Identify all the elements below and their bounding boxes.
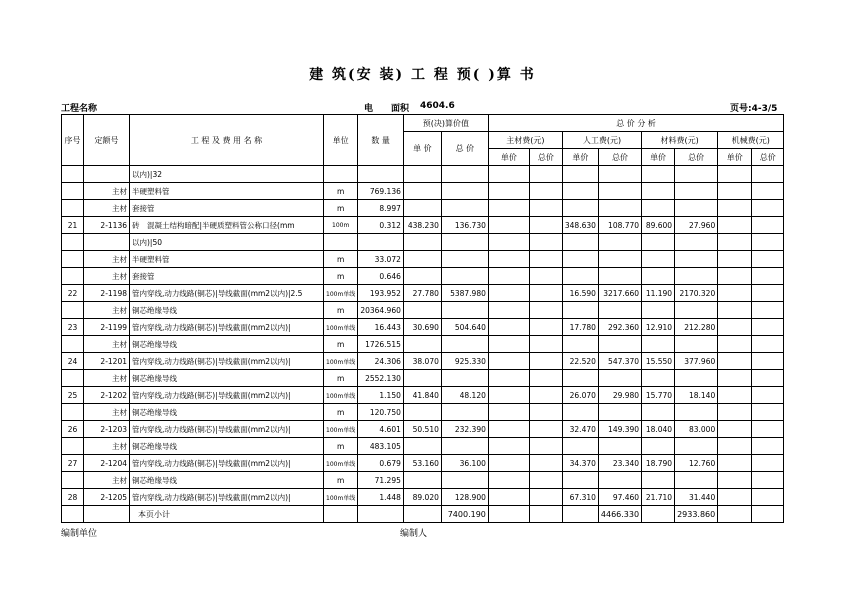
row-total <box>441 370 488 387</box>
row-seq <box>62 166 84 183</box>
row-labor-price <box>562 302 598 319</box>
row-total <box>441 183 488 200</box>
row-labor-price: 34.370 <box>562 455 598 472</box>
row-qty: 1.448 <box>358 489 404 506</box>
row-material-total <box>675 302 718 319</box>
sub-total: 总价 <box>752 149 784 166</box>
row-material-total: 27.960 <box>675 217 718 234</box>
subtotal-material: 2933.860 <box>675 506 718 523</box>
footer-unit: 编制单位 <box>61 529 98 539</box>
row-material-total: 18.140 <box>675 387 718 404</box>
row-material-total <box>675 336 718 353</box>
row-unit: 100m单线 <box>324 455 358 472</box>
row-labor-total <box>598 438 641 455</box>
col-material: 材料费(元) <box>642 132 718 149</box>
row-seq <box>62 234 84 251</box>
row-labor-total <box>598 183 641 200</box>
row-qty: 8.997 <box>358 200 404 217</box>
row-price: 438.230 <box>403 217 441 234</box>
row-code: 主材 <box>84 183 130 200</box>
table-row <box>62 268 784 285</box>
row-unit: 100m <box>324 217 358 234</box>
row-code: 2-1204 <box>84 455 130 472</box>
row-qty: 4.601 <box>358 421 404 438</box>
row-unit: 100m单线 <box>324 353 358 370</box>
row-labor-total <box>598 166 641 183</box>
row-price: 50.510 <box>403 421 441 438</box>
row-material-price <box>642 404 675 421</box>
sub-total: 总价 <box>598 149 641 166</box>
area-label: 面积 <box>391 104 410 114</box>
row-unit <box>324 166 358 183</box>
row-seq: 28 <box>62 489 84 506</box>
row-unit: 100m单线 <box>324 421 358 438</box>
table-row <box>62 234 784 251</box>
row-material-total <box>675 200 718 217</box>
table-row <box>62 336 784 353</box>
row-seq <box>62 200 84 217</box>
col-seq: 序号 <box>62 115 84 166</box>
row-price <box>403 404 441 421</box>
row-material-price <box>642 268 675 285</box>
row-name: 管内穿线,动力线路(铜芯)|导线截面(mm2以内)|2.5 <box>130 285 324 302</box>
row-material-total <box>675 472 718 489</box>
row-labor-price <box>562 336 598 353</box>
table-row <box>62 455 784 472</box>
row-price: 41.840 <box>403 387 441 404</box>
row-labor-price: 32.470 <box>562 421 598 438</box>
row-qty: 2552.130 <box>358 370 404 387</box>
row-material-price <box>642 234 675 251</box>
row-code <box>84 166 130 183</box>
row-name: 以内)|50 <box>130 234 324 251</box>
row-price <box>403 302 441 319</box>
row-name: 管内穿线,动力线路(铜芯)|导线截面(mm2以内)| <box>130 421 324 438</box>
row-unit: m <box>324 438 358 455</box>
row-qty: 769.136 <box>358 183 404 200</box>
row-code: 主材 <box>84 302 130 319</box>
row-labor-price: 348.630 <box>562 217 598 234</box>
row-seq <box>62 370 84 387</box>
row-qty: 0.679 <box>358 455 404 472</box>
row-unit <box>324 234 358 251</box>
row-material-price <box>642 336 675 353</box>
row-seq <box>62 302 84 319</box>
row-labor-price <box>562 370 598 387</box>
row-qty: 24.306 <box>358 353 404 370</box>
row-total: 128.900 <box>441 489 488 506</box>
row-material-price <box>642 302 675 319</box>
row-unit: m <box>324 472 358 489</box>
row-name: 铜芯绝缘导线 <box>130 370 324 387</box>
row-seq: 21 <box>62 217 84 234</box>
row-code: 主材 <box>84 251 130 268</box>
row-labor-price <box>562 234 598 251</box>
sub-total: 总价 <box>529 149 562 166</box>
row-seq <box>62 438 84 455</box>
row-material-total: 83.000 <box>675 421 718 438</box>
row-price <box>403 234 441 251</box>
row-labor-price <box>562 404 598 421</box>
row-name: 铜芯绝缘导线 <box>130 336 324 353</box>
table-row <box>62 370 784 387</box>
row-labor-price <box>562 200 598 217</box>
row-seq: 26 <box>62 421 84 438</box>
subtotal-label: 本页小计 <box>130 506 324 523</box>
row-total <box>441 166 488 183</box>
row-labor-total: 97.460 <box>598 489 641 506</box>
row-price: 53.160 <box>403 455 441 472</box>
row-name: 套接管 <box>130 200 324 217</box>
row-total <box>441 336 488 353</box>
row-price <box>403 370 441 387</box>
row-seq: 25 <box>62 387 84 404</box>
row-labor-total: 23.340 <box>598 455 641 472</box>
sub-total: 总价 <box>675 149 718 166</box>
row-material-total <box>675 166 718 183</box>
table-row <box>62 166 784 183</box>
footer-person: 编制人 <box>400 529 428 539</box>
row-material-price: 12.910 <box>642 319 675 336</box>
row-code: 2-1198 <box>84 285 130 302</box>
row-labor-price: 16.590 <box>562 285 598 302</box>
row-total: 5387.980 <box>441 285 488 302</box>
col-code: 定额号 <box>84 115 130 166</box>
row-material-total <box>675 234 718 251</box>
row-labor-total <box>598 404 641 421</box>
row-material-price <box>642 472 675 489</box>
row-total <box>441 251 488 268</box>
row-unit: m <box>324 183 358 200</box>
row-name: 管内穿线,动力线路(铜芯)|导线截面(mm2以内)| <box>130 455 324 472</box>
col-labor: 人工费(元) <box>562 132 641 149</box>
row-qty: 1.150 <box>358 387 404 404</box>
row-seq: 24 <box>62 353 84 370</box>
row-material-price <box>642 438 675 455</box>
col-name: 工 程 及 费 用 名 称 <box>130 115 324 166</box>
row-name: 铜芯绝缘导线 <box>130 472 324 489</box>
row-code: 2-1203 <box>84 421 130 438</box>
row-unit: m <box>324 200 358 217</box>
row-labor-total <box>598 472 641 489</box>
row-total <box>441 234 488 251</box>
row-unit: m <box>324 370 358 387</box>
document-title: 建 筑(安 装) 工 程 预( )算 书 <box>309 67 536 83</box>
table-row <box>62 387 784 404</box>
subtotal-total: 7400.190 <box>441 506 488 523</box>
row-material-total: 12.760 <box>675 455 718 472</box>
row-price: 27.780 <box>403 285 441 302</box>
row-total: 136.730 <box>441 217 488 234</box>
row-code: 主材 <box>84 404 130 421</box>
table-row <box>62 302 784 319</box>
row-qty: 20364.960 <box>358 302 404 319</box>
row-code: 2-1202 <box>84 387 130 404</box>
row-labor-total: 108.770 <box>598 217 641 234</box>
row-code: 主材 <box>84 438 130 455</box>
table-row <box>62 421 784 438</box>
row-labor-total <box>598 302 641 319</box>
row-price <box>403 166 441 183</box>
row-unit: m <box>324 268 358 285</box>
row-name: 管内穿线,动力线路(铜芯)|导线截面(mm2以内)| <box>130 489 324 506</box>
row-name: 管内穿线,动力线路(铜芯)|导线截面(mm2以内)| <box>130 387 324 404</box>
table-row <box>62 489 784 506</box>
row-price <box>403 251 441 268</box>
row-seq: 23 <box>62 319 84 336</box>
row-material-price <box>642 200 675 217</box>
row-material-price: 15.550 <box>642 353 675 370</box>
row-name: 铜芯绝缘导线 <box>130 438 324 455</box>
row-code: 主材 <box>84 370 130 387</box>
row-price <box>403 336 441 353</box>
row-code: 主材 <box>84 472 130 489</box>
row-seq <box>62 404 84 421</box>
row-labor-total <box>598 251 641 268</box>
row-labor-total <box>598 336 641 353</box>
row-labor-price <box>562 183 598 200</box>
row-material-price: 89.600 <box>642 217 675 234</box>
row-material-price <box>642 183 675 200</box>
row-material-price: 11.190 <box>642 285 675 302</box>
row-qty <box>358 166 404 183</box>
page-number: 页号:4-3/5 <box>730 104 778 114</box>
row-total <box>441 268 488 285</box>
row-code: 主材 <box>84 200 130 217</box>
row-total: 36.100 <box>441 455 488 472</box>
row-name: 铜芯绝缘导线 <box>130 302 324 319</box>
row-material-total: 377.960 <box>675 353 718 370</box>
row-seq: 27 <box>62 455 84 472</box>
subtotal-row <box>62 506 784 523</box>
budget-table <box>61 114 784 523</box>
table-row <box>62 319 784 336</box>
row-labor-total: 149.390 <box>598 421 641 438</box>
row-material-price: 15.770 <box>642 387 675 404</box>
row-qty: 33.072 <box>358 251 404 268</box>
row-seq <box>62 268 84 285</box>
row-price <box>403 472 441 489</box>
col-total: 总 价 <box>441 132 488 166</box>
col-analysis: 总 价 分 析 <box>488 115 783 132</box>
project-name-label: 工程名称 <box>61 104 98 114</box>
row-price <box>403 200 441 217</box>
row-material-total <box>675 370 718 387</box>
row-material-total <box>675 268 718 285</box>
row-material-total <box>675 404 718 421</box>
row-total: 232.390 <box>441 421 488 438</box>
row-labor-price: 67.310 <box>562 489 598 506</box>
row-seq <box>62 183 84 200</box>
row-material-price: 18.790 <box>642 455 675 472</box>
row-material-price <box>642 370 675 387</box>
row-name: 半硬塑料管 <box>130 183 324 200</box>
row-labor-total <box>598 234 641 251</box>
row-total <box>441 302 488 319</box>
row-material-price <box>642 251 675 268</box>
row-labor-total <box>598 268 641 285</box>
table-row <box>62 472 784 489</box>
row-code: 主材 <box>84 268 130 285</box>
row-total: 925.330 <box>441 353 488 370</box>
row-qty: 193.952 <box>358 285 404 302</box>
row-code <box>84 234 130 251</box>
row-name: 砖 混凝土结构暗配|半硬质塑料管公称口径(mm <box>130 217 324 234</box>
row-name: 套接管 <box>130 268 324 285</box>
row-material-total <box>675 251 718 268</box>
area-value: 4604.6 <box>420 101 455 111</box>
row-price: 89.020 <box>403 489 441 506</box>
col-machine: 机械费(元) <box>718 132 784 149</box>
row-labor-price <box>562 166 598 183</box>
row-seq <box>62 251 84 268</box>
table-row <box>62 438 784 455</box>
row-unit: m <box>324 404 358 421</box>
row-labor-price: 22.520 <box>562 353 598 370</box>
row-labor-price <box>562 472 598 489</box>
row-name: 半硬塑料管 <box>130 251 324 268</box>
row-unit: 100m单线 <box>324 319 358 336</box>
sub-unit-price: 单价 <box>642 149 675 166</box>
row-qty: 71.295 <box>358 472 404 489</box>
row-unit: 100m单线 <box>324 387 358 404</box>
row-labor-price: 26.070 <box>562 387 598 404</box>
col-budget: 预(决)算价值 <box>403 115 488 132</box>
row-labor-total <box>598 200 641 217</box>
row-seq <box>62 472 84 489</box>
row-labor-total: 29.980 <box>598 387 641 404</box>
row-price <box>403 268 441 285</box>
row-price <box>403 438 441 455</box>
row-seq <box>62 336 84 353</box>
row-code: 主材 <box>84 336 130 353</box>
row-code: 2-1199 <box>84 319 130 336</box>
table-row <box>62 200 784 217</box>
row-seq: 22 <box>62 285 84 302</box>
table-row <box>62 251 784 268</box>
sub-unit-price: 单价 <box>718 149 752 166</box>
sub-unit-price: 单价 <box>488 149 529 166</box>
row-labor-price: 17.780 <box>562 319 598 336</box>
row-material-price: 21.710 <box>642 489 675 506</box>
row-total: 48.120 <box>441 387 488 404</box>
row-total <box>441 438 488 455</box>
row-name: 铜芯绝缘导线 <box>130 404 324 421</box>
table-row <box>62 353 784 370</box>
col-qty: 数 量 <box>358 115 404 166</box>
row-code: 2-1205 <box>84 489 130 506</box>
row-labor-price <box>562 268 598 285</box>
row-qty: 1726.515 <box>358 336 404 353</box>
row-unit: 100m单线 <box>324 489 358 506</box>
dept-label: 电 <box>364 104 374 114</box>
row-total <box>441 472 488 489</box>
col-unit-price: 单 价 <box>403 132 441 166</box>
row-code: 2-1136 <box>84 217 130 234</box>
row-labor-price <box>562 251 598 268</box>
table-row <box>62 285 784 302</box>
row-material-total <box>675 438 718 455</box>
row-material-total <box>675 183 718 200</box>
table-row <box>62 217 784 234</box>
table-row <box>62 404 784 421</box>
table-row <box>62 183 784 200</box>
row-code: 2-1201 <box>84 353 130 370</box>
row-labor-total: 292.360 <box>598 319 641 336</box>
row-qty: 0.312 <box>358 217 404 234</box>
sub-unit-price: 单价 <box>562 149 598 166</box>
subtotal-labor: 4466.330 <box>598 506 641 523</box>
row-unit: m <box>324 251 358 268</box>
row-labor-total: 547.370 <box>598 353 641 370</box>
row-material-total: 2170.320 <box>675 285 718 302</box>
row-name: 以内)|32 <box>130 166 324 183</box>
row-unit: m <box>324 302 358 319</box>
col-unit: 单位 <box>324 115 358 166</box>
row-qty <box>358 234 404 251</box>
row-price <box>403 183 441 200</box>
row-price: 38.070 <box>403 353 441 370</box>
row-total <box>441 200 488 217</box>
row-name: 管内穿线,动力线路(铜芯)|导线截面(mm2以内)| <box>130 353 324 370</box>
row-total <box>441 404 488 421</box>
row-labor-price <box>562 438 598 455</box>
row-qty: 483.105 <box>358 438 404 455</box>
row-qty: 120.750 <box>358 404 404 421</box>
row-labor-total: 3217.660 <box>598 285 641 302</box>
row-labor-total <box>598 370 641 387</box>
row-material-total: 31.440 <box>675 489 718 506</box>
row-total: 504.640 <box>441 319 488 336</box>
row-material-total: 212.280 <box>675 319 718 336</box>
row-material-price: 18.040 <box>642 421 675 438</box>
row-price: 30.690 <box>403 319 441 336</box>
row-material-price <box>642 166 675 183</box>
row-unit: 100m单线 <box>324 285 358 302</box>
row-qty: 0.646 <box>358 268 404 285</box>
row-qty: 16.443 <box>358 319 404 336</box>
col-main-material: 主材费(元) <box>488 132 562 149</box>
row-unit: m <box>324 336 358 353</box>
row-name: 管内穿线,动力线路(铜芯)|导线截面(mm2以内)| <box>130 319 324 336</box>
